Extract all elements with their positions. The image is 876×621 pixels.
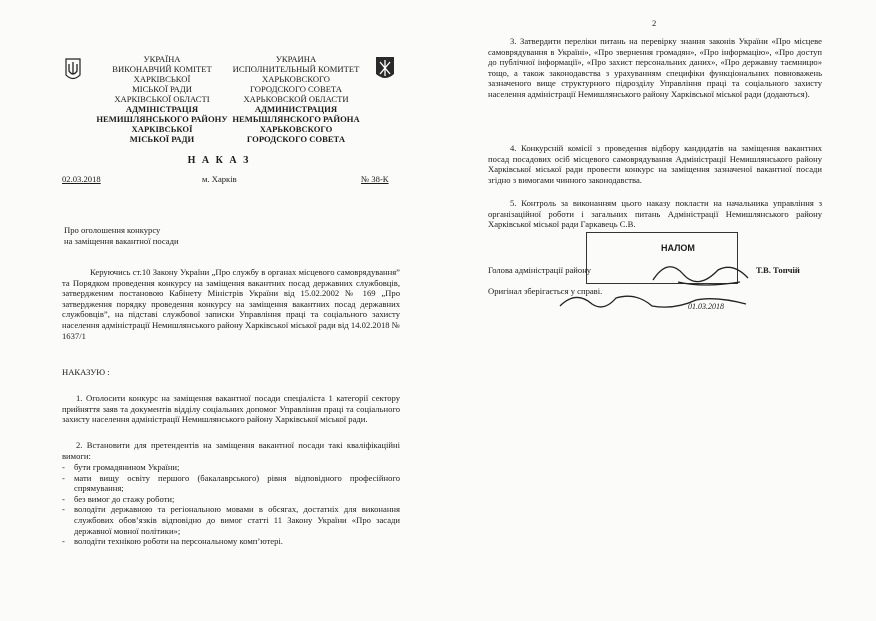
order-word: НАКАЗУЮ : <box>62 367 110 377</box>
signer-name: Т.В. Топчій <box>756 265 800 275</box>
signature-icon <box>648 252 758 292</box>
header-line: ХАРЬКОВСКОГО <box>262 74 330 84</box>
order-item-5: 5. Контроль за виконанням цього наказу покласти на начальника управління з організаційної роботи і загальних питань Адміністрації Немишлянського району Харківської міської ради Гаркавець С.В. <box>488 198 822 230</box>
list-item: - бути громадянином України; <box>62 462 180 472</box>
order-item-1: 1. Оголосити конкурс на заміщення вакантної посади спеціаліста 1 категорії сектору прийняття заяв та документів відділу соціальних допомог Управління праці та соціального захисту населення адміністрації Немишлянського району Харківської міської ради. <box>62 393 400 425</box>
document-type: Н А К А З <box>187 155 251 166</box>
header-line: ИСПОЛНИТЕЛЬНЫЙ КОМИТЕТ <box>232 64 360 74</box>
order-item-4: 4. Конкурсній комісії з проведення відбору кандидатів на заміщення вакантних посад посадових осіб місцевого самоврядування Адміністрації Немишлянського району Харківської міської ради провести конкурс на заміщення зазначеної вакантної посади згідно з вимогами чинного законодавства. <box>488 143 822 185</box>
original-note: Оригінал зберігається у справі. <box>488 286 603 296</box>
requirements-list <box>62 462 400 547</box>
header-line: ХАРЬКОВСКОЙ ОБЛАСТИ <box>243 94 349 104</box>
list-item: - володіти технікою роботи на персональному комп’ютері. <box>62 536 283 547</box>
header-line: ВИКОНАВЧИЙ КОМІТЕТ <box>112 64 212 74</box>
header-line: АДМИНИСТРАЦИЯ <box>254 104 338 114</box>
stamp-text: НАЛОМ <box>661 243 695 253</box>
list-item: - без вимог до стажу роботи; <box>62 493 175 504</box>
order-item-2: 2. Встановити для претендентів на заміщення вакантної посади такі кваліфікаційні вимоги: <box>62 440 400 461</box>
city-emblem-icon <box>374 55 396 83</box>
signer-title: Голова адміністрації району <box>488 265 592 275</box>
subject-line: на заміщення вакантної посади <box>64 235 179 246</box>
order-subject <box>64 225 179 246</box>
header-russian <box>226 54 366 144</box>
header-line: МІСЬКОЇ РАДИ <box>132 84 192 94</box>
header-line: ГОРОДСКОГО СОВЕТА <box>250 84 342 94</box>
document-page-2 <box>438 0 876 621</box>
order-number: № 38-К <box>361 174 389 184</box>
handwritten-date: 01.03.2018 <box>688 302 724 311</box>
order-city: м. Харків <box>202 174 237 184</box>
header-line: ХАРКІВСЬКОЇ <box>133 74 191 84</box>
order-date: 02.03.2018 <box>62 174 101 184</box>
header-line: ХАРКІВСЬКОЇ <box>131 124 193 134</box>
preamble-paragraph: Керуючись ст.10 Закону України „Про службу в органах місцевого самоврядування” та Порядком проведення конкурсу на заміщення вакантних посад державних службовців, затвердженим постановою Кабінету Міністрів України від 15.02.2002 № 169 „Про затвердження порядку проведення конкурсу на заміщення вакантних посад державних службовців”, на підставі службової записки Управління праці та соціального захисту населення адміністрації Немишлянського району Харківської міської ради від 14.02.2018 № 1637/1 <box>62 267 400 341</box>
handwritten-signature-icon <box>556 288 756 314</box>
header-line: ХАРЬКОВСКОГО <box>259 124 333 134</box>
header-line: МІСЬКОЇ РАДИ <box>129 134 195 144</box>
list-item: - володіти державною та регіональною мовами в обсягах, достатніх для виконання службових обов’язків відповідно до вимог статті 11 Закону України «Про засади державної мовної політики»; <box>62 504 400 536</box>
order-item-3: 3. Затвердити переліки питань на перевірку знання законів України «Про місцеве самоврядування в Україні», «Про звернення громадян», «Про інформацію», «Про доступ до публічної інформації», «Про захист персональних даних», «Про державну таємницю» тощо, а також законодавства з урахуванням специфіки функціональних повноважень зазначеного вище структурного підрозділу Управління праці та соціального захисту населення адміністрації Немишлянського району Харківської міської ради (додаються). <box>488 36 822 99</box>
header-line: ХАРКІВСЬКОЇ ОБЛАСТІ <box>114 94 210 104</box>
header-line: НЕМИШЛЯНСЬКОГО РАЙОНУ <box>96 114 228 124</box>
header-line: УКРАИНА <box>275 54 317 64</box>
header-ukrainian <box>92 54 232 144</box>
header-line: НЕМЫШЛЯНСКОГО РАЙОНА <box>232 114 360 124</box>
list-item: - мати вищу освіту першого (бакалаврського) рівня відповідного професійного спрямування; <box>62 472 400 494</box>
page-number: 2 <box>652 18 657 28</box>
subject-line: Про оголошення конкурсу <box>64 225 161 235</box>
header-line: УКРАЇНА <box>143 54 181 64</box>
trident-coat-of-arms-icon <box>64 57 82 83</box>
header-line: ГОРОДСКОГО СОВЕТА <box>246 134 346 144</box>
header-line: АДМІНІСТРАЦІЯ <box>125 104 199 114</box>
